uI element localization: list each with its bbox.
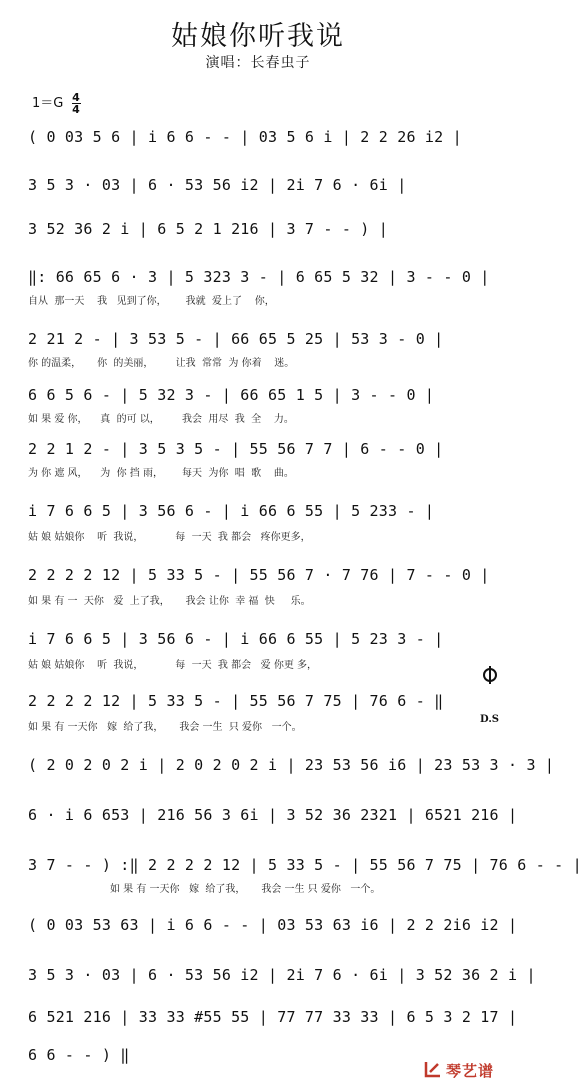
score-line: ( 0 03 53 63 | i 6 6 - - | 03 53 63 i6 | 2 2 2i6 i2 | xyxy=(28,916,518,934)
score-line: 2 2 2 2 12 | 5 33 5 - | 55 56 7 · 7 76 | 7 - - 0 | xyxy=(28,566,490,584)
score-line: ( 2 0 2 0 2 i | 2 0 2 0 2 i | 23 53 56 i6 | 23 53 3 · 3 | xyxy=(28,756,555,774)
lyric-line: 为 你 遮 风， 为 你 挡 雨， 每天 为你 唱 歌 曲。 xyxy=(28,468,294,479)
score-line: 2 2 2 2 12 | 5 33 5 - | 55 56 7 75 | 76 6 - ‖ xyxy=(28,692,444,710)
lyric-line: 如 果 爱 你， 真 的可 以， 我会 用尽 我 全 力。 xyxy=(28,414,294,425)
lyric-line: 如 果 有 一天你 嫁 给了我， 我会 一生 只 爱你 一个。 xyxy=(28,722,302,733)
score-line: 3 5 3 · 03 | 6 · 53 56 i2 | 2i 7 6 · 6i | xyxy=(28,176,407,194)
score-line: ‖: 66 65 6 · 3 | 5 323 3 - | 6 65 5 32 | 3 - - 0 | xyxy=(28,268,490,286)
score-line: 6 521 216 | 33 33 #55 55 | 77 77 33 33 | 6 5 3 2 17 | xyxy=(28,1008,518,1026)
score-line: i 7 6 6 5 | 3 56 6 - | i 66 6 55 | 5 233 - | xyxy=(28,502,435,520)
lyric-line: 你 的温柔， 你 的美丽， 让我 常常 为 你着 迷。 xyxy=(28,358,295,369)
time-signature-top: 4 xyxy=(72,91,80,104)
logo-text: 琴艺谱 xyxy=(446,1062,495,1080)
score-line: 3 7 - - ) :‖ 2 2 2 2 12 | 5 33 5 - | 55 56 7 75 | 76 6 - - | xyxy=(28,856,582,874)
score-line: 3 52 36 2 i | 6 5 2 1 216 | 3 7 - - ) | xyxy=(28,220,388,238)
lyric-line: 姑 娘 姑娘你 听 我说， 每 一天 我 都会 爱 你更 多， xyxy=(28,660,318,671)
time-signature xyxy=(72,92,81,115)
score-line: 2 21 2 - | 3 53 5 - | 66 65 5 25 | 53 3 - 0 | xyxy=(28,330,444,348)
score-line: 6 · i 6 653 | 216 56 3 6i | 3 52 36 2321 | 6521 216 | xyxy=(28,806,518,824)
dal-segno-mark: D.S xyxy=(480,714,500,725)
score-line: ( 0 03 5 6 | i 6 6 - - | 03 5 6 i | 2 2 26 i2 | xyxy=(28,128,462,146)
singer-credit: 演唱：长春虫子 xyxy=(205,55,311,71)
score-line: 6 6 - - ) ‖ xyxy=(28,1046,130,1064)
lyric-line: 自从 那一天 我 见到了你， 我就 爱上了 你， xyxy=(28,296,275,307)
song-title: 姑娘你听我说 xyxy=(171,21,345,52)
coda-icon xyxy=(483,668,497,682)
score-line: 6 6 5 6 - | 5 32 3 - | 66 65 1 5 | 3 - - 0 | xyxy=(28,386,435,404)
score-line: 3 5 3 · 03 | 6 · 53 56 i2 | 2i 7 6 · 6i | 3 52 36 2 i | xyxy=(28,966,536,984)
lyric-line: 如 果 有 一 天你 爱 上了我， 我会 让你 幸 福 快 乐。 xyxy=(28,596,311,607)
logo-icon xyxy=(424,1060,442,1078)
key-label: 1＝G xyxy=(32,96,64,111)
lyric-line: 姑 娘 姑娘你 听 我说， 每 一天 我 都会 疼你更多， xyxy=(28,532,311,543)
key-signature xyxy=(32,92,81,115)
time-signature-bottom: 4 xyxy=(72,103,80,116)
score-line: 2 2 1 2 - | 3 5 3 5 - | 55 56 7 7 | 6 - - 0 | xyxy=(28,440,444,458)
site-logo xyxy=(424,1058,508,1082)
score-line: i 7 6 6 5 | 3 56 6 - | i 66 6 55 | 5 23 3 - | xyxy=(28,630,444,648)
lyric-line: 如 果 有 一天你 嫁 给了我， 我会 一生 只 爱你 一个。 xyxy=(110,884,381,895)
